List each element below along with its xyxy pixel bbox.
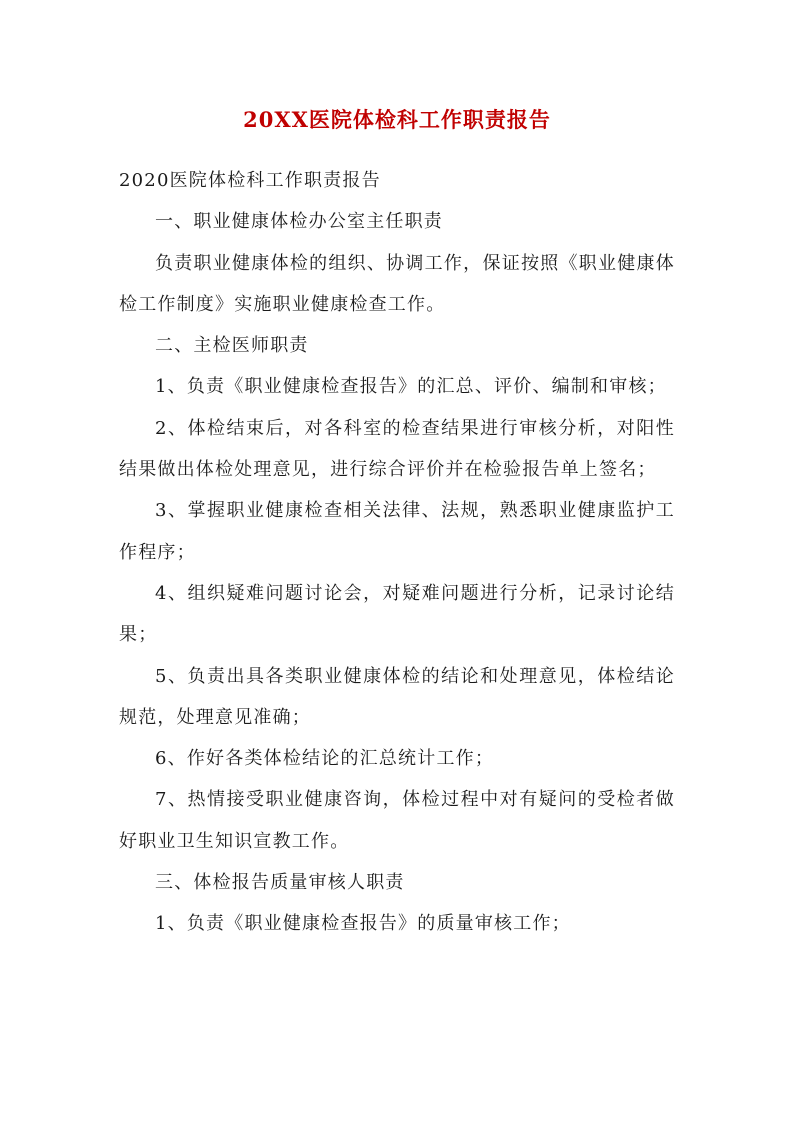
list-item: 3、掌握职业健康检查相关法律、法规，熟悉职业健康监护工作程序； xyxy=(119,500,675,563)
paragraph: 2020医院体检科工作职责报告 xyxy=(119,170,381,191)
section-heading: 三、体检报告质量审核人职责 xyxy=(155,872,405,894)
paragraph: 负责职业健康体检的组织、协调工作，保证按照《职业健康体检工作制度》实施职业健康检查工作。 xyxy=(119,252,675,315)
document-title: 20XX医院体检科工作职责报告 xyxy=(243,107,551,132)
list-item: 2、体检结束后，对各科室的检查结果进行审核分析，对阳性结果做出体检处理意见，进行综合评价并在检验报告单上签名； xyxy=(119,417,675,481)
list-item: 1、负责《职业健康检查报告》的质量审核工作； xyxy=(155,913,571,935)
list-item: 6、作好各类体检结论的汇总统计工作； xyxy=(155,748,495,770)
list-item: 4、组织疑难问题讨论会，对疑难问题进行分析，记录讨论结果； xyxy=(119,582,675,646)
list-item: 1、负责《职业健康检查报告》的汇总、评价、编制和审核； xyxy=(155,376,667,398)
document-body xyxy=(119,160,675,945)
section-heading: 二、主检医师职责 xyxy=(155,335,309,357)
section-heading: 一、职业健康体检办公室主任职责 xyxy=(155,211,443,233)
list-item: 5、负责出具各类职业健康体检的结论和处理意见，体检结论规范，处理意见准确； xyxy=(119,665,675,728)
list-item: 7、热情接受职业健康咨询，体检过程中对有疑问的受检者做好职业卫生知识宣教工作。 xyxy=(119,789,675,852)
